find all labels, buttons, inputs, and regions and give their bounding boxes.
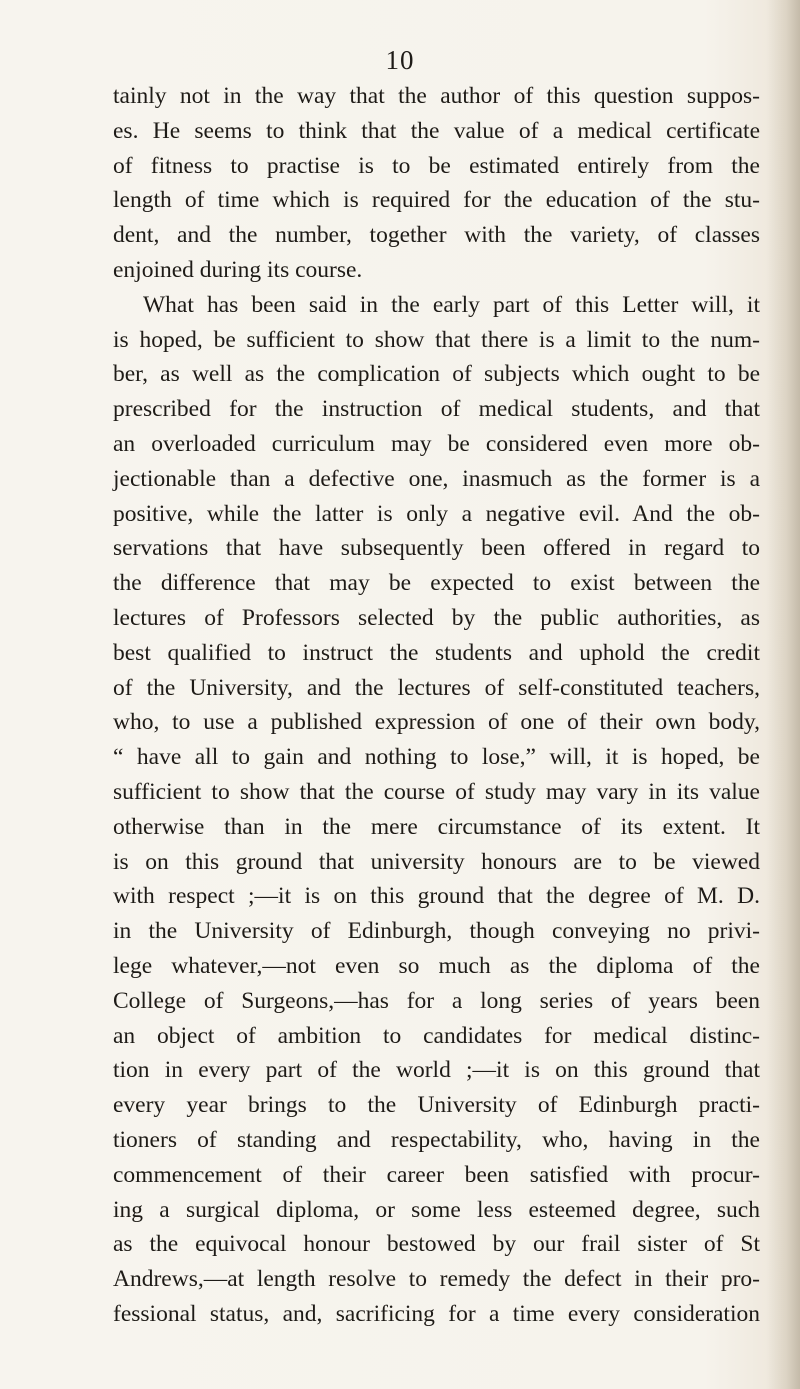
text-line: in the University of Edinburgh, though conveying no privi- (113, 918, 760, 945)
text-line: tainly not in the way that the author of this question suppos- (113, 83, 760, 109)
text-line: the difference that may be expected to exist between the (113, 570, 760, 597)
body-text (113, 79, 760, 1332)
text-line: lectures of Professors selected by the public authorities, as (113, 604, 760, 631)
text-line: is hoped, be sufficient to show that there is a limit to the num- (113, 326, 760, 353)
page-edge-shadow (766, 0, 800, 1389)
text-line: of fitness to practise is to be estimated entirely from the (113, 152, 760, 179)
text-line: positive, while the latter is only a negative evil. And the ob- (113, 500, 760, 527)
text-line: ber, as well as the complication of subjects which ought to be (113, 361, 760, 388)
text-line: enjoined during its course. (113, 256, 363, 283)
text-line: who, to use a published expression of one of their own body, (113, 709, 760, 736)
text-line: length of time which is required for the education of the stu- (113, 187, 760, 214)
text-line: What has been said in the early part of this Letter will, it (143, 291, 760, 318)
text-line: dent, and the number, together with the variety, of classes (113, 222, 760, 249)
text-line: “ have all to gain and nothing to lose,” will, it is hoped, be (113, 744, 760, 771)
text-line: prescribed for the instruction of medical students, and that (113, 396, 760, 423)
text-line: College of Surgeons,—has for a long series of years been (113, 987, 760, 1014)
text-line: otherwise than in the mere circumstance of its extent. It (113, 813, 760, 840)
text-line: servations that have subsequently been offered in regard to (113, 535, 760, 562)
text-line: jectionable than a defective one, inasmuch as the former is a (113, 465, 760, 492)
text-line: with respect ;—it is on this ground that the degree of M. D. (113, 883, 760, 910)
text-line: fessional status, and, sacrificing for a time every consideration (113, 1300, 760, 1327)
text-line: of the University, and the lectures of self-constituted teachers, (113, 674, 760, 701)
text-line: ing a surgical diploma, or some less esteemed degree, such (113, 1196, 760, 1223)
text-line: an overloaded curriculum may be considered even more ob- (113, 430, 760, 457)
text-line: is on this ground that university honours are to be viewed (113, 848, 760, 875)
text-line: lege whatever,—not even so much as the diploma of the (113, 952, 760, 979)
text-line: es. He seems to think that the value of a medical certificate (113, 117, 760, 144)
text-line: best qualified to instruct the students and uphold the credit (113, 639, 760, 666)
text-line: sufficient to show that the course of study may vary in its value (113, 778, 760, 805)
text-line: an object of ambition to candidates for medical distinc- (113, 1022, 760, 1049)
text-line: as the equivocal honour bestowed by our frail sister of St (113, 1231, 760, 1258)
text-line: every year brings to the University of Edinburgh practi- (113, 1092, 760, 1119)
text-line: tion in every part of the world ;—it is on this ground that (113, 1057, 760, 1084)
page-number: 10 (385, 45, 415, 75)
text-line: commencement of their career been satisfied with procur- (113, 1161, 760, 1188)
text-line: Andrews,—at length resolve to remedy the defect in their pro- (113, 1266, 760, 1293)
text-line: tioners of standing and respectability, who, having in the (113, 1126, 760, 1153)
